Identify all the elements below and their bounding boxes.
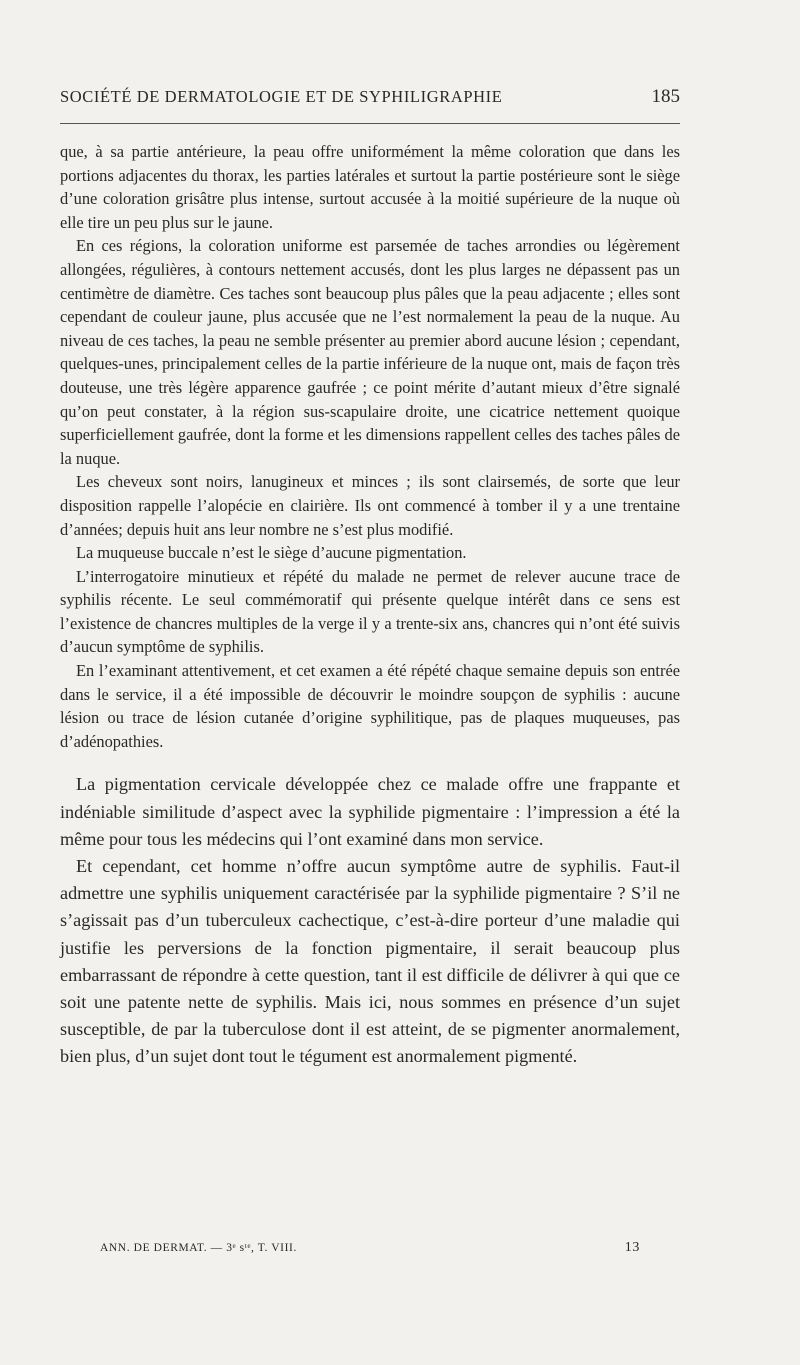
running-title: SOCIÉTÉ DE DERMATOLOGIE ET DE SYPHILIGRAPHIE (60, 87, 503, 106)
paragraph: L’interrogatoire minutieux et répété du malade ne permet de relever aucune trace de syphilis récente. Le seul commémoratif qui présente quelque intérêt dans ce sens est l’existence de chancres multiples de la verge il y a trente-six ans, chancres qui n’ont été suivis d’aucun symptôme de syphilis. (60, 566, 680, 657)
paragraph: Les cheveux sont noirs, lanugineux et minces ; ils sont clairsemés, de sorte que leur disposition rappelle l’alopécie en clairière. Ils ont commencé à tomber il y a une trentaine d’années; depuis huit ans leur nombre ne s’est plus modifié. (60, 472, 680, 539)
paragraph: La pigmentation cervicale développée chez ce malade offre une frappante et indéniable similitude d’aspect avec la syphilide pigmentaire : l’impression a été la même pour tous les médecins qui l’ont examiné dans mon service. (60, 774, 680, 849)
header-rule (60, 123, 680, 124)
page-footer (100, 1240, 640, 1264)
paragraph: La muqueuse buccale n’est le siège d’aucune pigmentation. (76, 543, 467, 563)
paragraph: Et cependant, cet homme n’offre aucun symptôme autre de syphilis. Faut-il admettre une syphilis uniquement caractérisée par la syphilide pigmentaire ? S’il ne s’agissait pas d’un tuberculeux cachectique, c’est-à-dire porteur d’une maladie qui justifie les perversions de la fonction pigmentaire, il serait beaucoup plus embarrassant de répondre à cette question, tant il est difficile de délivrer à qui que ce soit une patente nette de syphilis. Mais ici, nous sommes en présence d’un sujet susceptible, de par la tuberculose dont il est atteint, de se pigmenter anormalement, bien plus, d’un sujet dont tout le tégument est anormalement pigmenté. (60, 856, 680, 1067)
paragraph: En l’examinant attentivement, et cet examen a été répété chaque semaine depuis son entrée dans le service, il a été impossible de découvrir le moindre soupçon de syphilis : aucune lésion ou trace de lésion cutanée d’origine syphilitique, pas de plaques muqueuses, pas d’adénopathies. (60, 661, 680, 751)
section-gap (60, 753, 680, 771)
sheet-number: 13 (624, 1240, 640, 1255)
paragraph: En ces régions, la coloration uniforme est parsemée de taches arrondies ou légèrement allongées, régulières, à contours nettement accusés, dont les plus larges ne dépassent pas un centimètre de diamètre. Ces taches sont beaucoup plus pâles que la peau adjacente ; elles sont cependant de couleur jaune, plus accusée que ne l’est normalement la peau de la nuque. Au niveau de ces taches, la peau ne semble présenter au premier abord aucune lésion ; cependant, quelques-unes, principalement celles de la partie inférieure de la nuque ont, mais de façon très douteuse, une très légère apparence gaufrée ; ce point mérite d’autant mieux d’être signalé qu’on peut constater, à la région sus-scapulaire droite, une cicatrice nettement quoique superficiellement gaufrée, dont la forme et les dimensions rappellent celles des taches pâles de la nuque. (60, 236, 680, 468)
page-number: 185 (651, 86, 680, 107)
paragraph: que, à sa partie antérieure, la peau offre uniformément la même coloration que dans les portions adjacentes du thorax, les parties latérales et surtout la partie postérieure sont le siège d’une coloration grisâtre plus intense, surtout accusée à la moitié supérieure de la nuque où elle tire un peu plus sur le jaune. (60, 142, 680, 232)
running-header (60, 86, 680, 116)
signature-mark: ANN. DE DERMAT. — 3ᵉ sᵗᵉ, T. VIII. (100, 1242, 297, 1254)
body-text (60, 140, 680, 1071)
